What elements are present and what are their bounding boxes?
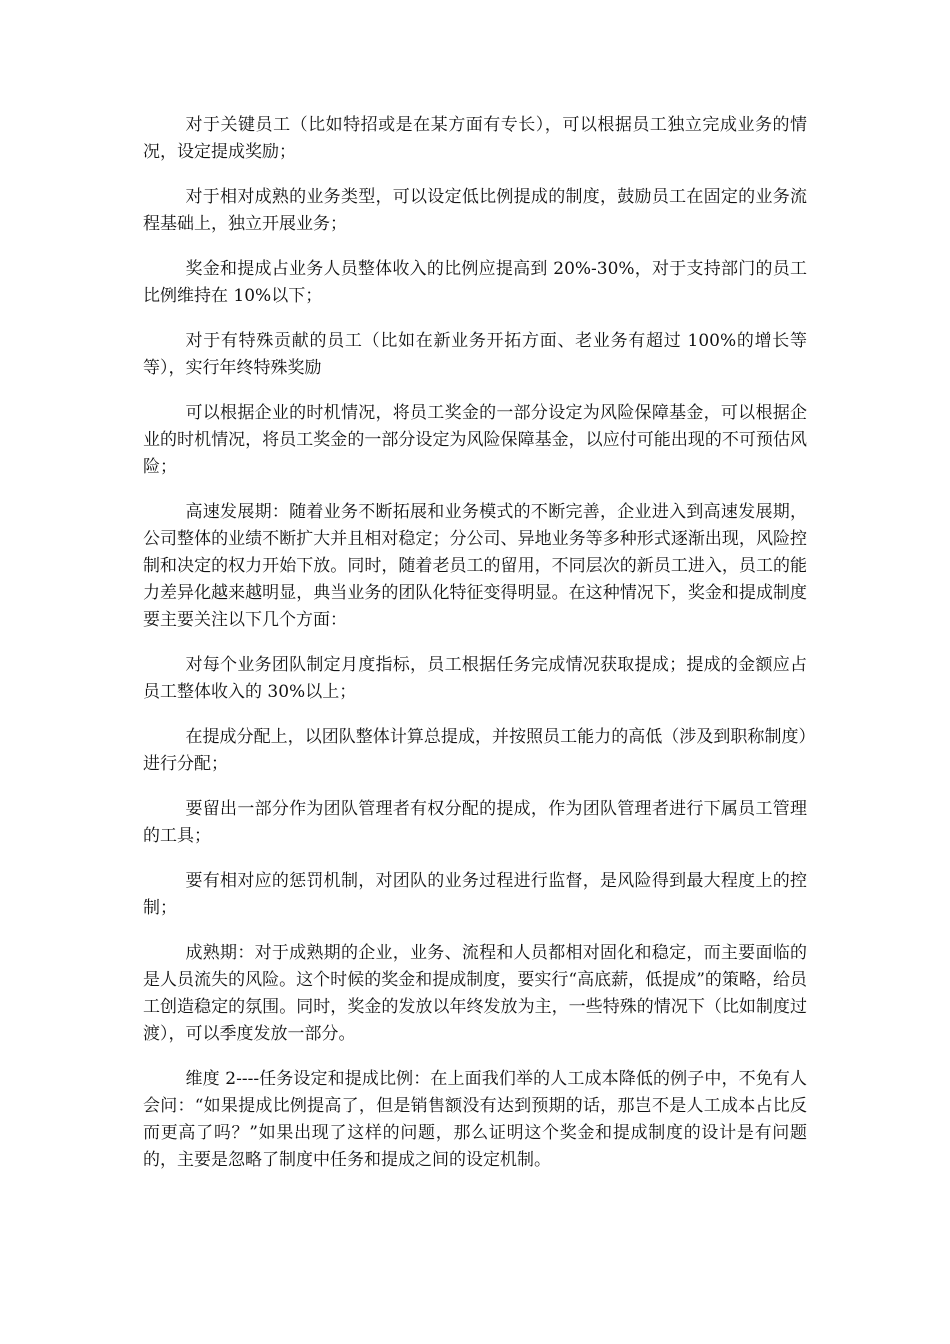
paragraph-manager-pool: 要留出一部分作为团队管理者有权分配的提成，作为团队管理者进行下属员工管理的工具；: [143, 799, 807, 846]
paragraph-monthly-targets: 对每个业务团队制定月度指标，员工根据任务完成情况获取提成；提成的金额应占员工整体收入的 30%以上；: [143, 655, 807, 702]
paragraph-commission-allocation: 在提成分配上，以团队整体计算总提成，并按照员工能力的高低（涉及到职称制度）进行分配；: [143, 727, 807, 774]
paragraph-dimension-2: 维度 2----任务设定和提成比例：在上面我们举的人工成本降低的例子中，不免有人会问：“如果提成比例提高了，但是销售额没有达到预期的话，那岂不是人工成本占比反而更高了吗？”如果出现了这样的问题，那么证明这个奖金和提成制度的设计是有问题的，主要是忽略了制度中任务和提成之间的设定机制。: [143, 1069, 807, 1170]
paragraph-key-employees: 对于关键员工（比如特招或是在某方面有专长），可以根据员工独立完成业务的情况，设定提成奖励；: [143, 115, 807, 162]
paragraph-maturity-stage: 成熟期：对于成熟期的企业，业务、流程和人员都相对固化和稳定，而主要面临的是人员流失的风险。这个时候的奖金和提成制度，要实行“高底薪，低提成”的策略，给员工创造稳定的氛围。同时，奖金的发放以年终发放为主，一些特殊的情况下（比如制度过渡），可以季度发放一部分。: [143, 943, 807, 1044]
paragraph-penalty-mechanism: 要有相对应的惩罚机制，对团队的业务过程进行监督，是风险得到最大程度上的控制；: [143, 871, 807, 918]
paragraph-bonus-ratio: 奖金和提成占业务人员整体收入的比例应提高到 20%-30%，对于支持部门的员工比例维持在 10%以下；: [143, 259, 807, 306]
paragraph-special-contribution: 对于有特殊贡献的员工（比如在新业务开拓方面、老业务有超过 100%的增长等等），实行年终特殊奖励: [143, 331, 807, 378]
document-body: [143, 112, 807, 1192]
paragraph-mature-business-types: 对于相对成熟的业务类型，可以设定低比例提成的制度，鼓励员工在固定的业务流程基础上，独立开展业务；: [143, 187, 807, 234]
paragraph-rapid-growth-stage: 高速发展期：随着业务不断拓展和业务模式的不断完善，企业进入到高速发展期，公司整体的业绩不断扩大并且相对稳定；分公司、异地业务等多种形式逐渐出现，风险控制和决定的权力开始下放。同时，随着老员工的留用，不同层次的新员工进入，员工的能力差异化越来越明显，典当业务的团队化特征变得明显。在这种情况下，奖金和提成制度要主要关注以下几个方面：: [143, 502, 807, 630]
paragraph-risk-fund: 可以根据企业的时机情况，将员工奖金的一部分设定为风险保障基金，可以根据企业的时机情况，将员工奖金的一部分设定为风险保障基金，以应付可能出现的不可预估风险；: [143, 403, 807, 477]
